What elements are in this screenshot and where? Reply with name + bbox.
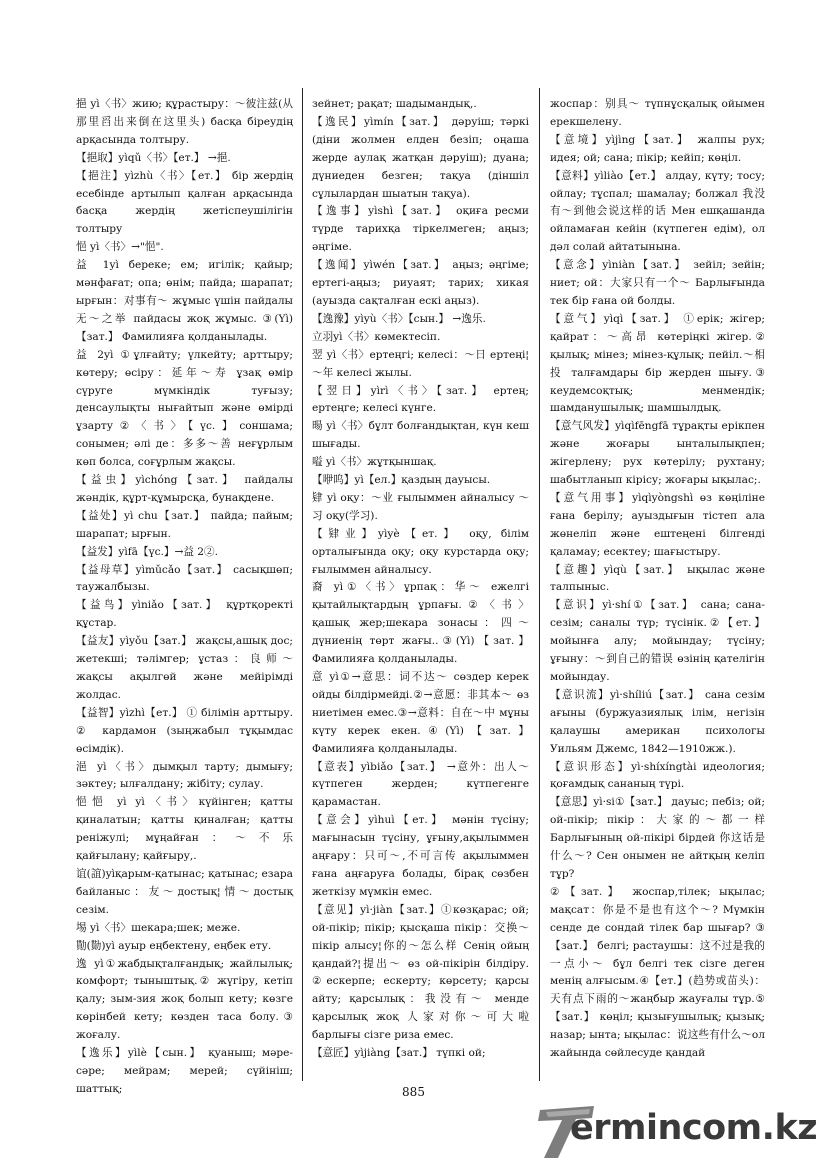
dictionary-entry: 【意识流】yì·shíliú【зат.】 сана сезім ағыны (буржуазиялық ілім, негізін қалаушы американ психологы Уильям Джемс, 1842—1910жж.). [550, 688, 765, 755]
dictionary-entry: 【意见】yì·jiàn【зат.】①көзқарас; ой; ой-пікір; пікір; қысқаша пікір：交换～ пікір алысу¦你的～怎么样 Сенің ойың қандай?¦提出～ өз ой-пікірін білдіру. ②ескерпе; ескерту; көрсету; қарсы айту; қарсылық：我没有～ менде қарсылық жоқ 人家对你～可大啦 барлығы сізге риза емес. [312, 903, 529, 1042]
dictionary-column-3 [550, 96, 765, 1062]
dictionary-entry: 【挹注】yìzhù〈书〉【ет.】 бір жердің есебінде артылып қалған арқасында басқа жердің жетіспеушілігін толтыру [76, 169, 293, 236]
dictionary-entry: 勩(勚)yì ауыр еңбектену, еңбек ету. [76, 939, 272, 952]
dictionary-entry: 意 yì①→意思：词不达～ сөздер керек ойды білдірмейді.②→意愿：非其本～ өз ниетімен емес.③→意料：自在～中 мұны күту керек екен.④(Yì)【зат.】 Фамилияға қолданылады. [312, 671, 529, 755]
dictionary-entry: 【逸事】yìshì【зат.】 оқиға ресми түрде тарихқа тіркелмеген; аңыз; әңгіме. [312, 205, 529, 254]
dictionary-column-2 [312, 96, 529, 1062]
dictionary-entry: 【意识】yì·shí①【зат.】 сана; сана-сезім; саналы түр; түсінік.②【ет.】 мойынға алу; мойындау; түсіну; ұғыну：～到自己的错误 өзінің қателігін мойындау. [550, 599, 765, 683]
dictionary-entry: 【逸闻】yìwén【зат.】 аңыз; әңгіме; ертегі-аңыз; риуаят; тарих; хикая (ауызда сақталған ескі аңыз). [312, 259, 529, 307]
dictionary-entry: 谊(誼)yìқарым-қатынас; қатынас; езара байланыс：友～достық¦情～достық сезім. [76, 867, 293, 916]
dictionary-entry: 【挹取】yìqǔ〈书〉【ет.】 →挹. [76, 151, 231, 164]
dictionary-entry: 【益虫】yìchóng【зат.】 пайдалы жәндік, құрт-құмырсқа, бунақдене. [76, 474, 293, 504]
dictionary-entry: 【益发】yìfā【үс.】→益 2②. [76, 545, 218, 558]
dictionary-entry: 【意境】yìjìng【зат.】 жалпы рух; идея; ой; сана; пікір; кейіп; көңіл. [550, 133, 765, 164]
dictionary-column-1 [76, 96, 293, 1095]
dictionary-entry: 暘 yì〈书〉бұлт болғандықтан, күн кеш шығады. [312, 420, 529, 451]
dictionary-entry: 【意表】yìbiǎo【зат.】 →意外：出人～ күтпеген жерден; күтпегенге қарамастан. [312, 760, 529, 809]
dictionary-entry: 【咿呜】yì【ел.】қаздың дауысы. [312, 474, 491, 487]
dictionary-entry: 【益智】yìzhì【ет.】 ① білімін арттыру. ② кардамон (зыңжабыл тұқымдас өсімдік). [76, 706, 293, 755]
dictionary-entry: 【益友】yìyǒu【зат.】 жақсы,ашық дос; жетекші; тәлімгер; ұстаз：良师～ жақсы ақылгөй және мейірімді жолдас. [76, 635, 293, 701]
dictionary-entry: 【逸民】yìmín【зат.】 дәруіш; тәркі (діни жолмен елден безіп; оңаша жерде аулақ жатқан дәруіш); дуана; дүниеден безген; тақуа (діншіл сұлылардан шыатын тақуа). [312, 115, 529, 200]
dictionary-entry: зейнет; рақат; шадымандық,. [312, 98, 477, 110]
dictionary-entry: 【意料】yìliào【ет.】 алдау, күту; тосу; ойлау; тұспал; шамалау; болжал 我没有～到他会说这样的话 Мен ешқашанда ойламаған кейін (күтпеген едім), ол дәл солай айтатынына. [550, 169, 765, 254]
dictionary-entry: 【益处】yì chu【зат.】 пайда; пайым; шарапат; ырғын. [76, 509, 293, 540]
dictionary-entry: 【意识形态】yì·shíxíngtài идеология; қоғамдық сананың түрі. [550, 760, 765, 791]
dictionary-entry: 浥 yì〈书〉дымқыл тарту; дымығу; зәктеу; ылғалдану; жібіту; сулау. [76, 760, 293, 791]
dictionary-entry: 【意念】yìniàn【зат.】 зейіл; зейін; ниет; ой：大家只有一个～ Барлығында тек бір ғана ой болды. [550, 259, 765, 307]
dictionary-entry: 【意思】yì·si①【зат.】 дауыс; пебіз; ой; ой-пікір; пікір：大家的～都一样 Барлығының ой-пікірі бірдей 你这话是什么～? Сен онымен не айтқың келіп тұр? [550, 796, 765, 880]
dictionary-entry: ②【зат.】 жоспар,тілек; ықылас; мақсат：你是不是也有这个～? Мүмкін сенде де сондай тілек бар шығар? ③【зат.】 белгі; растаушы：这不过是我的一点小～ бұл белгі тек сізге деген менің алғысым.④【ет.】(趋势或苗头)：天有点下雨的～жаңбыр жауғалы тұр.⑤【зат.】 көңіл; қызығушылық; қызық; назар; ынта; ықылас：说这些有什么～ол жайында сөйлесуде қандай [550, 885, 765, 1060]
dictionary-entry: 翌 yì〈书〉ертеңгі; келесі：～日 ертеңі¦～年 келесі жылы. [312, 348, 529, 379]
dictionary-entry: 悒 yì〈书〉→"悒". [76, 241, 164, 254]
dictionary-entry: 【意气风发】yìqìfēngfā тұрақты ерікпен және жоғары ынталылықпен; жігерлену; рух көтерілу; рухтану; шабытланып кірісу; жоғары ықылас;. [550, 420, 765, 487]
dictionary-entry: 【益母草】yìmǔcǎo【зат.】 сасықшөп; таужалбызы. [76, 563, 293, 594]
dictionary-entry: 悒悒 yì yì〈书〉күйінген; қатты қиналатын; қатты қиналған; қатты реніжулі; мұңайған：～不乐 қайғылану; қайғыру,. [76, 796, 293, 863]
dictionary-entry: 埸 yì〈书〉шекара;шек; меже. [76, 921, 241, 934]
dictionary-entry: 【意会】yìhuì【ет.】 мәнін түсіну; мағынасын түсіну, ұғыну,ақылыммен аңғару：只可～,不可言传 ақылыммен ғана аңғаруға болады, бірақ сөзбен жеткізу мүмкін емес. [312, 814, 529, 898]
page-number: 885 [402, 1085, 425, 1099]
column-divider [539, 88, 540, 1081]
dictionary-entry: 【逸乐】yìlè【сын.】 қуаныш; мәре-сәре; мейрам; мерей; сүйініш; шаттық; [76, 1047, 293, 1095]
dictionary-entry: 【翌日】yìrì〈书〉【зат.】 ертең; ертеңге; келесі күнге. [312, 384, 529, 415]
dictionary-entry: 嗌 yì〈书〉жұтқыншақ. [312, 456, 437, 469]
dictionary-entry: 肄 yì оқу：～业 ғылыммен айналысу ～习 оқу(学习). [312, 491, 529, 522]
dictionary-entry: 裔 yì①〈书〉ұрпақ：华～ ежелгі қытайлықтардың ұрпағы.②〈书〉қашық жер;шекара зонасы：四～ дүниенің төрт жағы..③(Yì)【зат.】 Фамилияға қолданылады. [312, 581, 529, 666]
dictionary-entry: 【逸豫】yìyù〈书〉【сын.】 →逸乐. [312, 312, 486, 325]
termincom-logo[interactable] [536, 1104, 818, 1156]
dictionary-entry: 【意气】yìqì【зат.】 ①ерік; жігер; қайрат：～高昂 көтеріңкі жігер.② қылық; мінез; мінез-құлық; пейіл.～相投 талғамдары бір жерден шығу.③ кеудемсоқтық; менмендік; шамданушылық; шамшылдық. [550, 312, 765, 415]
dictionary-entry: 【肄业】yìyè【ет.】 оқу, білім орталығында оқу; оқу курстарда оқу; ғылыммен айналысу. [312, 527, 529, 576]
dictionary-entry: 【意匠】yìjiàng【зат.】 түпкі ой; [312, 1047, 486, 1060]
dictionary-entry: 立羽yì〈书〉көмектесіп. [312, 330, 441, 343]
dictionary-entry: 【意趣】yìqù【зат.】 ықылас және талпыныс. [550, 563, 765, 594]
dictionary-entry: жоспар：别具～ түпнұсқалық ойымен ерекшелену. [550, 98, 765, 128]
dictionary-entry: 益 2yì ①ұлғайту; үлкейту; арттыру; көтеру; өсіру：延年～寿 ұзақ өмір сүруге мүмкіндік туғызу; денсаулықты нығайтып және өмірді ұзарту②〈书〉【үс.】соншама; сонымен; әлі де：多多～善 неғұрлым көп болса, соғұрлым жақсы. [76, 348, 293, 469]
column-divider [302, 88, 303, 1081]
dictionary-entry: 挹 yì〈书〉жию; құрастыру：～彼注兹(从那里舀出来倒在这里头) басқа біреудің арқасында толтыру. [76, 98, 293, 146]
logo-text: ermincom.kz [570, 1108, 818, 1148]
dictionary-entry: 逸 yì①жабдықталғандық; жайлылық; комфорт; тыныштық.② жүгіру, кетіп қалу; зым-зия жоқ болып кету; көзге көрінбей кету; көзден таса болу.③ жоғалу. [76, 957, 293, 1042]
dictionary-entry: 益 1yì береке; ем; игілік; қайыр; мәнфағат; опа; өнім; пайда; шарапат; ырғын：对事有～ жұмыс үшін пайдалы 无～之举 пайдасы жоқ жұмыс. ③(Yì)【зат.】 Фамилияға қолданылады. [76, 259, 293, 343]
dictionary-entry: 【益鸟】yìniǎo【зат.】 құртқоректі құстар. [76, 599, 293, 630]
dictionary-entry: 【意气用事】yìqìyòngshì өз көңіліне ғана берілу; ауыздығын тістеп ала жөнеліп және ештеңені білгенді қаламау; есектеу; шағыстыру. [550, 491, 765, 558]
